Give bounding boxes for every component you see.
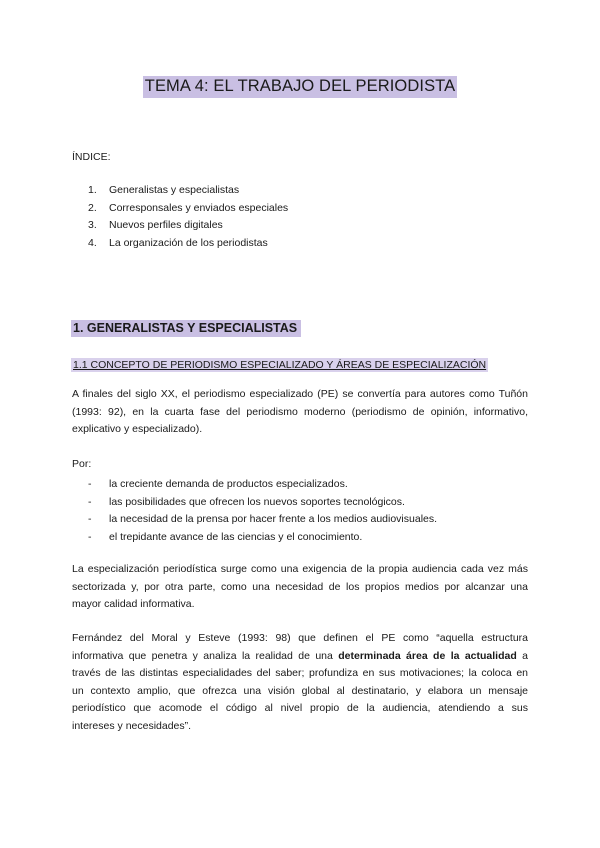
line-text: a xyxy=(516,649,528,662)
index-item xyxy=(88,182,288,200)
index-item-number: 1. xyxy=(88,184,97,196)
paragraph-line: La especialización periodística surge como una exigencia de la propia audiencia cada vez más xyxy=(72,563,528,575)
paragraph-line: A finales del siglo XX, el periodismo especializado (PE) se convertía para autores como Tuñón xyxy=(72,388,528,400)
index-item-text: La organización de los periodistas xyxy=(109,236,268,249)
bullet-dash: - xyxy=(88,478,92,490)
index-item xyxy=(88,200,288,218)
bullet-text: el trepidante avance de las ciencias y el conocimiento. xyxy=(109,530,363,543)
bullet-text: la necesidad de la prensa por hacer frente a los medios audiovisuales. xyxy=(109,513,438,525)
bullet-list xyxy=(88,476,437,546)
index-item-text: Nuevos perfiles digitales xyxy=(109,219,223,231)
index-list xyxy=(88,182,288,252)
section-heading: 1. GENERALISTAS Y ESPECIALISTAS xyxy=(71,320,301,337)
bullet-text: la creciente demanda de productos especializados. xyxy=(109,478,348,490)
bullet-dash: - xyxy=(88,513,92,525)
paragraph-line: (1993: 92), en la cuarta fase del periodismo moderno (periodismo de opinión, informativo, xyxy=(72,405,528,418)
index-item xyxy=(88,235,288,253)
index-item-number: 3. xyxy=(88,219,97,231)
subsection-heading: 1.1 CONCEPTO DE PERIODISMO ESPECIALIZADO Y ÁREAS DE ESPECIALIZACIÓN xyxy=(73,359,487,371)
paragraph-specialization xyxy=(72,561,528,614)
index-item-number: 4. xyxy=(88,236,97,249)
paragraph-definition xyxy=(72,630,528,735)
paragraph-line: periodístico que acomode el código al nivel propio de la audiencia, atendiendo a sus xyxy=(72,702,528,714)
index-item xyxy=(88,217,288,235)
page-title: TEMA 4: EL TRABAJO DEL PERIODISTA xyxy=(143,76,457,98)
por-label: Por: xyxy=(72,458,92,470)
bullet-item xyxy=(88,511,437,529)
paragraph-line xyxy=(72,648,528,666)
bullet-dash: - xyxy=(88,495,92,508)
paragraph-line: mayor calidad informativa. xyxy=(72,598,195,610)
line-text: informativa que penetra y analiza la realidad de una xyxy=(72,649,339,662)
title-container xyxy=(0,76,600,98)
bullet-dash: - xyxy=(88,530,92,543)
paragraph-line: explicativo y especializado). xyxy=(72,423,203,435)
paragraph-line: un contexto amplio, que ofrezca una visión global al destinatario, y elabora un mensaje xyxy=(72,684,528,697)
index-item-number: 2. xyxy=(88,201,97,214)
index-item-text: Generalistas y especialistas xyxy=(109,184,240,196)
bullet-text: las posibilidades que ofrecen los nuevos soportes tecnológicos. xyxy=(109,495,405,508)
paragraph-intro xyxy=(72,386,528,439)
bullet-item xyxy=(88,476,437,494)
index-item-text: Corresponsales y enviados especiales xyxy=(109,201,289,214)
bullet-item xyxy=(88,494,437,512)
bold-phrase: determinada área de la actualidad xyxy=(338,649,517,662)
paragraph-line: intereses y necesidades”. xyxy=(72,719,192,732)
bullet-item xyxy=(88,529,437,547)
paragraph-line: Fernández del Moral y Esteve (1993: 98) que definen el PE como “aquella estructura xyxy=(72,632,528,644)
paragraph-line: sectorizada y, por otra parte, como una necesidad de los propios medios por alcanzar una xyxy=(72,580,528,593)
index-label: ÍNDICE: xyxy=(72,151,111,163)
paragraph-line: través de las distintas especialidades del saber; profundiza en sus motivaciones; la coloca en xyxy=(72,667,528,679)
